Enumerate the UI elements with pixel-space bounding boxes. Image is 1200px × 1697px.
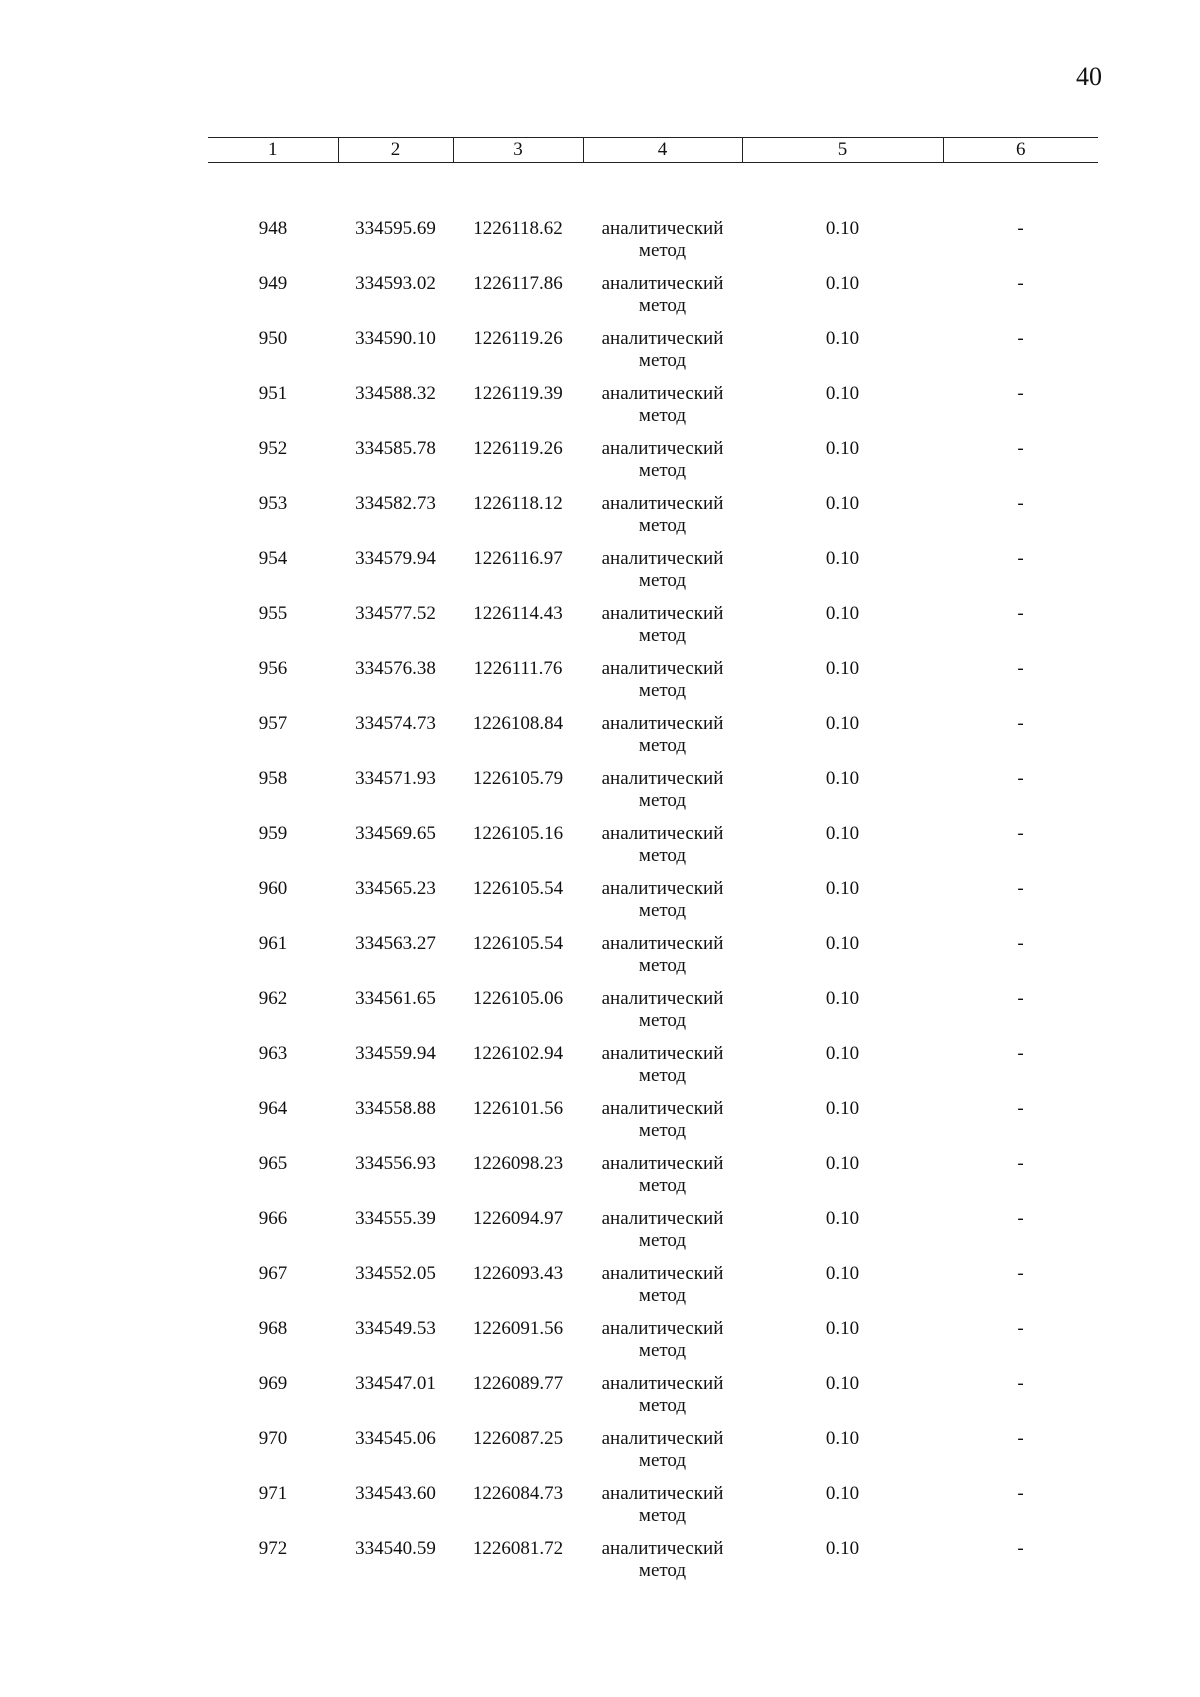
method-line-2: метод — [638, 735, 687, 756]
method-line-1: аналитический — [601, 603, 724, 624]
method-cell — [583, 878, 742, 933]
note-cell: - — [1017, 1153, 1024, 1174]
method-line-2: метод — [638, 1120, 687, 1141]
x-coordinate-cell: 334543.60 — [355, 1483, 436, 1504]
note-cell: - — [1017, 768, 1024, 789]
table-row — [208, 1263, 1098, 1318]
y-coordinate-cell: 1226111.76 — [473, 658, 563, 679]
method-cell — [583, 493, 742, 548]
coordinates-table — [208, 137, 1098, 1593]
table-row — [208, 493, 1098, 548]
method-line-2: метод — [638, 295, 687, 316]
x-coordinate-cell: 334593.02 — [355, 273, 436, 294]
point-number-cell: 968 — [258, 1318, 288, 1339]
y-coordinate-cell: 1226118.62 — [473, 218, 563, 239]
method-line-2: метод — [638, 625, 687, 646]
accuracy-cell: 0.10 — [825, 1098, 860, 1119]
note-cell: - — [1017, 933, 1024, 954]
table-row — [208, 1043, 1098, 1098]
note-cell: - — [1017, 1373, 1024, 1394]
method-cell — [583, 438, 742, 493]
table-row — [208, 988, 1098, 1043]
note-cell: - — [1017, 823, 1024, 844]
method-line-2: метод — [638, 350, 687, 371]
table-row — [208, 878, 1098, 933]
note-cell: - — [1017, 218, 1024, 239]
table-body — [208, 163, 1098, 1594]
method-line-2: метод — [638, 1340, 687, 1361]
table-row — [208, 328, 1098, 383]
x-coordinate-cell: 334563.27 — [355, 933, 436, 954]
accuracy-cell: 0.10 — [825, 713, 860, 734]
column-header: 1 — [208, 138, 338, 163]
y-coordinate-cell: 1226098.23 — [472, 1153, 564, 1174]
method-cell — [583, 1263, 742, 1318]
table-row — [208, 438, 1098, 493]
y-coordinate-cell: 1226119.26 — [473, 438, 563, 459]
point-number-cell: 951 — [258, 383, 288, 404]
column-header: 2 — [338, 138, 453, 163]
method-line-2: метод — [638, 680, 687, 701]
table-row — [208, 823, 1098, 878]
y-coordinate-cell: 1226091.56 — [472, 1318, 564, 1339]
y-coordinate-cell: 1226119.26 — [473, 328, 563, 349]
point-number-cell: 953 — [258, 493, 288, 514]
method-line-1: аналитический — [601, 768, 724, 789]
note-cell: - — [1017, 383, 1024, 404]
method-line-2: метод — [638, 405, 687, 426]
point-number-cell: 950 — [258, 328, 288, 349]
table-header — [208, 138, 1098, 163]
method-cell — [583, 1153, 742, 1208]
y-coordinate-cell: 1226102.94 — [472, 1043, 564, 1064]
point-number-cell: 956 — [258, 658, 288, 679]
method-cell — [583, 713, 742, 768]
y-coordinate-cell: 1226093.43 — [472, 1263, 564, 1284]
note-cell: - — [1017, 328, 1024, 349]
point-number-cell: 955 — [258, 603, 288, 624]
y-coordinate-cell: 1226105.06 — [472, 988, 564, 1009]
table-row — [208, 1428, 1098, 1483]
table-row — [208, 933, 1098, 988]
method-line-1: аналитический — [601, 1153, 724, 1174]
point-number-cell: 965 — [258, 1153, 288, 1174]
point-number-cell: 971 — [258, 1483, 288, 1504]
method-line-1: аналитический — [601, 273, 724, 294]
method-cell — [583, 658, 742, 713]
method-line-1: аналитический — [601, 438, 724, 459]
x-coordinate-cell: 334588.32 — [355, 383, 436, 404]
method-line-2: метод — [638, 1560, 687, 1581]
method-cell — [583, 1043, 742, 1098]
point-number-cell: 963 — [258, 1043, 288, 1064]
table-row — [208, 1483, 1098, 1538]
x-coordinate-cell: 334595.69 — [355, 218, 436, 239]
note-cell: - — [1017, 1098, 1024, 1119]
y-coordinate-cell: 1226105.79 — [472, 768, 564, 789]
method-cell — [583, 328, 742, 383]
point-number-cell: 961 — [258, 933, 288, 954]
point-number-cell: 960 — [258, 878, 288, 899]
method-line-1: аналитический — [601, 218, 724, 239]
note-cell: - — [1017, 493, 1024, 514]
y-coordinate-cell: 1226081.72 — [472, 1538, 564, 1559]
method-cell — [583, 603, 742, 658]
accuracy-cell: 0.10 — [825, 383, 860, 404]
note-cell: - — [1017, 658, 1024, 679]
note-cell: - — [1017, 988, 1024, 1009]
point-number-cell: 952 — [258, 438, 288, 459]
table-row — [208, 1318, 1098, 1373]
note-cell: - — [1017, 273, 1024, 294]
table-row — [208, 273, 1098, 328]
point-number-cell: 954 — [258, 548, 288, 569]
note-cell: - — [1017, 878, 1024, 899]
note-cell: - — [1017, 603, 1024, 624]
x-coordinate-cell: 334574.73 — [355, 713, 436, 734]
method-line-1: аналитический — [601, 1043, 724, 1064]
method-line-2: метод — [638, 240, 687, 261]
method-line-2: метод — [638, 845, 687, 866]
accuracy-cell: 0.10 — [825, 273, 860, 294]
header-spacer — [208, 163, 1098, 219]
method-cell — [583, 823, 742, 878]
note-cell: - — [1017, 1263, 1024, 1284]
note-cell: - — [1017, 713, 1024, 734]
method-line-2: метод — [638, 1175, 687, 1196]
method-line-1: аналитический — [601, 713, 724, 734]
column-header: 3 — [453, 138, 583, 163]
note-cell: - — [1017, 1318, 1024, 1339]
table-row — [208, 383, 1098, 438]
note-cell: - — [1017, 1043, 1024, 1064]
accuracy-cell: 0.10 — [825, 1373, 860, 1394]
method-line-1: аналитический — [601, 328, 724, 349]
x-coordinate-cell: 334576.38 — [355, 658, 436, 679]
method-line-1: аналитический — [601, 1538, 724, 1559]
x-coordinate-cell: 334540.59 — [355, 1538, 436, 1559]
method-cell — [583, 1483, 742, 1538]
accuracy-cell: 0.10 — [825, 768, 860, 789]
point-number-cell: 959 — [258, 823, 288, 844]
method-line-1: аналитический — [601, 1318, 724, 1339]
x-coordinate-cell: 334565.23 — [355, 878, 436, 899]
method-line-1: аналитический — [601, 493, 724, 514]
method-line-2: метод — [638, 515, 687, 536]
table-row — [208, 548, 1098, 603]
table-row — [208, 713, 1098, 768]
method-cell — [583, 273, 742, 328]
note-cell: - — [1017, 1483, 1024, 1504]
accuracy-cell: 0.10 — [825, 1263, 860, 1284]
method-line-1: аналитический — [601, 1428, 724, 1449]
method-line-2: метод — [638, 1230, 687, 1251]
method-cell — [583, 1098, 742, 1153]
method-line-2: метод — [638, 1395, 687, 1416]
point-number-cell: 957 — [258, 713, 288, 734]
x-coordinate-cell: 334545.06 — [355, 1428, 436, 1449]
note-cell: - — [1017, 1428, 1024, 1449]
method-cell — [583, 933, 742, 988]
point-number-cell: 966 — [258, 1208, 288, 1229]
accuracy-cell: 0.10 — [825, 1153, 860, 1174]
method-line-1: аналитический — [601, 1263, 724, 1284]
note-cell: - — [1017, 1208, 1024, 1229]
method-cell — [583, 1428, 742, 1483]
accuracy-cell: 0.10 — [825, 1208, 860, 1229]
point-number-cell: 970 — [258, 1428, 288, 1449]
y-coordinate-cell: 1226105.54 — [472, 933, 564, 954]
method-cell — [583, 1318, 742, 1373]
note-cell: - — [1017, 1538, 1024, 1559]
method-cell — [583, 988, 742, 1043]
point-number-cell: 962 — [258, 988, 288, 1009]
method-cell — [583, 768, 742, 823]
table-row — [208, 218, 1098, 273]
x-coordinate-cell: 334552.05 — [355, 1263, 436, 1284]
x-coordinate-cell: 334555.39 — [355, 1208, 436, 1229]
y-coordinate-cell: 1226087.25 — [472, 1428, 564, 1449]
method-line-2: метод — [638, 900, 687, 921]
accuracy-cell: 0.10 — [825, 493, 860, 514]
accuracy-cell: 0.10 — [825, 1318, 860, 1339]
accuracy-cell: 0.10 — [825, 1428, 860, 1449]
method-line-2: метод — [638, 790, 687, 811]
y-coordinate-cell: 1226084.73 — [472, 1483, 564, 1504]
x-coordinate-cell: 334559.94 — [355, 1043, 436, 1064]
method-line-2: метод — [638, 460, 687, 481]
y-coordinate-cell: 1226101.56 — [472, 1098, 564, 1119]
y-coordinate-cell: 1226119.39 — [473, 383, 563, 404]
y-coordinate-cell: 1226108.84 — [472, 713, 564, 734]
accuracy-cell: 0.10 — [825, 218, 860, 239]
x-coordinate-cell: 334561.65 — [355, 988, 436, 1009]
y-coordinate-cell: 1226117.86 — [473, 273, 563, 294]
x-coordinate-cell: 334556.93 — [355, 1153, 436, 1174]
point-number-cell: 948 — [258, 218, 288, 239]
table-row — [208, 658, 1098, 713]
table-row — [208, 1538, 1098, 1593]
method-line-1: аналитический — [601, 1483, 724, 1504]
accuracy-cell: 0.10 — [825, 1043, 860, 1064]
x-coordinate-cell: 334558.88 — [355, 1098, 436, 1119]
method-line-2: метод — [638, 570, 687, 591]
column-header: 4 — [583, 138, 742, 163]
method-line-2: метод — [638, 1010, 687, 1031]
method-line-1: аналитический — [601, 933, 724, 954]
accuracy-cell: 0.10 — [825, 548, 860, 569]
note-cell: - — [1017, 548, 1024, 569]
accuracy-cell: 0.10 — [825, 1483, 860, 1504]
method-cell — [583, 548, 742, 603]
x-coordinate-cell: 334547.01 — [355, 1373, 436, 1394]
header-row — [208, 138, 1098, 163]
method-cell — [583, 1373, 742, 1428]
table-row — [208, 768, 1098, 823]
accuracy-cell: 0.10 — [825, 658, 860, 679]
x-coordinate-cell: 334577.52 — [355, 603, 436, 624]
x-coordinate-cell: 334585.78 — [355, 438, 436, 459]
table-row — [208, 1373, 1098, 1428]
method-cell — [583, 218, 742, 273]
x-coordinate-cell: 334569.65 — [355, 823, 436, 844]
method-line-1: аналитический — [601, 823, 724, 844]
y-coordinate-cell: 1226105.54 — [472, 878, 564, 899]
y-coordinate-cell: 1226089.77 — [472, 1373, 564, 1394]
accuracy-cell: 0.10 — [825, 603, 860, 624]
note-cell: - — [1017, 438, 1024, 459]
method-line-1: аналитический — [601, 383, 724, 404]
x-coordinate-cell: 334590.10 — [355, 328, 436, 349]
method-line-1: аналитический — [601, 988, 724, 1009]
point-number-cell: 972 — [258, 1538, 288, 1559]
method-line-1: аналитический — [601, 548, 724, 569]
accuracy-cell: 0.10 — [825, 878, 860, 899]
accuracy-cell: 0.10 — [825, 988, 860, 1009]
x-coordinate-cell: 334571.93 — [355, 768, 436, 789]
accuracy-cell: 0.10 — [825, 438, 860, 459]
y-coordinate-cell: 1226118.12 — [473, 493, 563, 514]
x-coordinate-cell: 334579.94 — [355, 548, 436, 569]
table-row — [208, 603, 1098, 658]
y-coordinate-cell: 1226094.97 — [472, 1208, 564, 1229]
point-number-cell: 949 — [258, 273, 288, 294]
table-row — [208, 1098, 1098, 1153]
point-number-cell: 969 — [258, 1373, 288, 1394]
y-coordinate-cell: 1226105.16 — [472, 823, 564, 844]
accuracy-cell: 0.10 — [825, 1538, 860, 1559]
method-line-2: метод — [638, 1065, 687, 1086]
y-coordinate-cell: 1226116.97 — [473, 548, 563, 569]
point-number-cell: 964 — [258, 1098, 288, 1119]
method-line-2: метод — [638, 955, 687, 976]
accuracy-cell: 0.10 — [825, 328, 860, 349]
table-row — [208, 1208, 1098, 1263]
method-line-2: метод — [638, 1285, 687, 1306]
point-number-cell: 967 — [258, 1263, 288, 1284]
point-number-cell: 958 — [258, 768, 288, 789]
method-line-1: аналитический — [601, 658, 724, 679]
accuracy-cell: 0.10 — [825, 933, 860, 954]
column-header: 5 — [742, 138, 943, 163]
method-cell — [583, 1538, 742, 1593]
method-line-1: аналитический — [601, 1373, 724, 1394]
method-line-1: аналитический — [601, 878, 724, 899]
method-line-1: аналитический — [601, 1098, 724, 1119]
method-cell — [583, 1208, 742, 1263]
y-coordinate-cell: 1226114.43 — [473, 603, 563, 624]
x-coordinate-cell: 334582.73 — [355, 493, 436, 514]
accuracy-cell: 0.10 — [825, 823, 860, 844]
x-coordinate-cell: 334549.53 — [355, 1318, 436, 1339]
table-row — [208, 1153, 1098, 1208]
method-line-1: аналитический — [601, 1208, 724, 1229]
method-line-2: метод — [638, 1450, 687, 1471]
method-cell — [583, 383, 742, 438]
column-header: 6 — [943, 138, 1098, 163]
page-number: 40 — [1076, 62, 1102, 91]
method-line-2: метод — [638, 1505, 687, 1526]
